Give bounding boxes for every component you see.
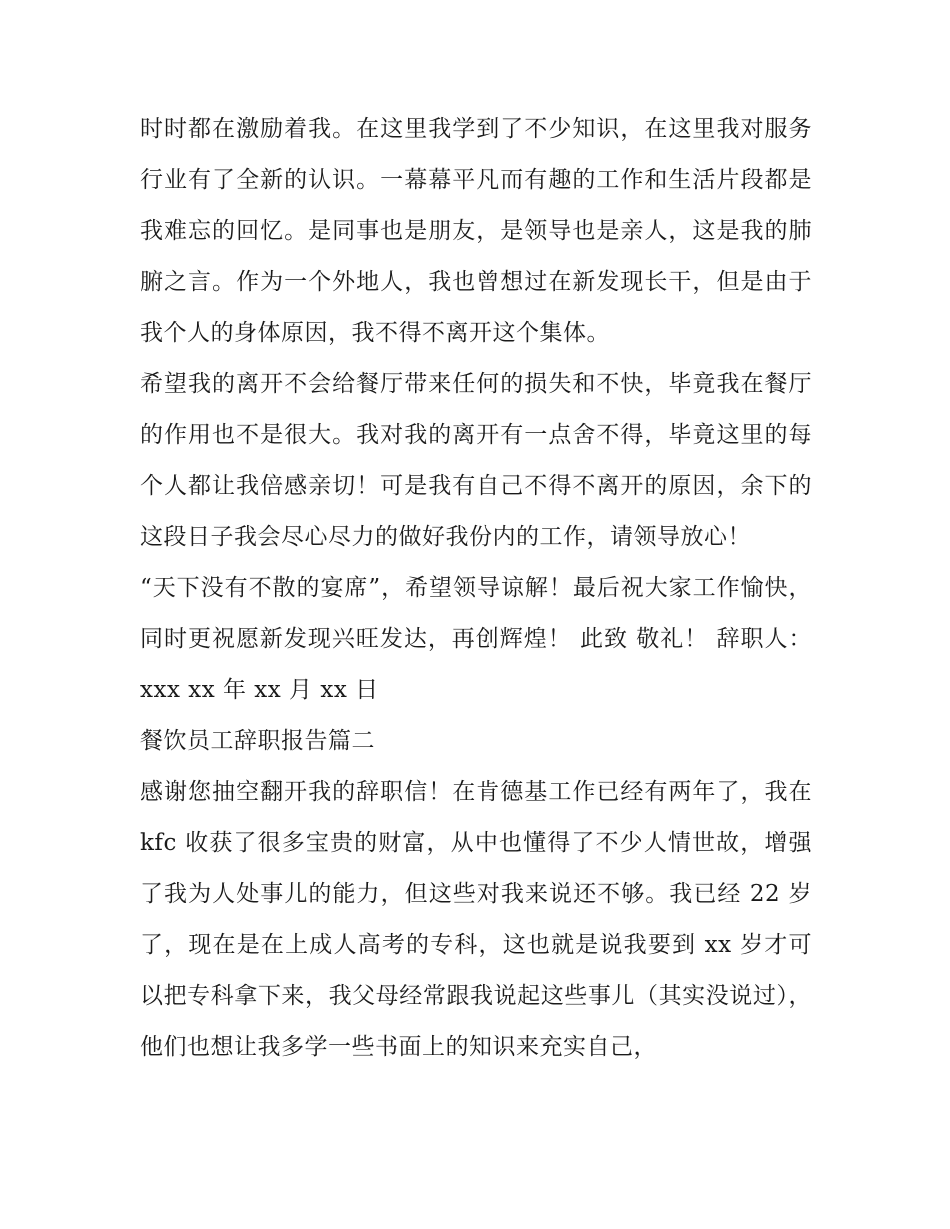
document-body bbox=[140, 104, 812, 1073]
paragraph-1: 时时都在激励着我。在这里我学到了不少知识，在这里我对服务行业有了全新的认识。一幕幕平凡而有趣的工作和生活片段都是我难忘的回忆。是同事也是朋友，是领导也是亲人，这是我的肺腑之言。作为一个外地人，我也曾想过在新发现长干，但是由于我个人的身体原因，我不得不离开这个集体。 bbox=[140, 116, 812, 346]
paragraph-2: 希望我的离开不会给餐厅带来任何的损失和不快，毕竟我在餐厅的作用也不是很大。我对我的离开有一点舍不得，毕竟这里的每个人都让我倍感亲切！可是我有自己不得不离开的原因，余下的这段日子我会尽心尽力的做好我份内的工作，请领导放心！ bbox=[140, 371, 812, 550]
paragraph-4: 感谢您抽空翻开我的辞职信！在肯德基工作已经有两年了，我在 kfc 收获了很多宝贵的财富，从中也懂得了不少人情世故，增强了我为人处事儿的能力，但这些对我来说还不够。我已经 22 岁了，现在是在上成人高考的专科，这也就是说我要到 xx 岁才可以把专科拿下来，我父母经常跟我说起这些事儿（其实没说过），他们也想让我多学一些书面上的知识来充实自己， bbox=[140, 779, 812, 1060]
section-heading: 餐饮员工辞职报告篇二 bbox=[140, 728, 375, 754]
paragraph-3: “天下没有不散的宴席”，希望领导谅解！最后祝大家工作愉快，同时更祝愿新发现兴旺发达，再创辉煌！ 此致 敬礼！ 辞职人：xxx xx 年 xx 月 xx 日 bbox=[140, 575, 812, 703]
